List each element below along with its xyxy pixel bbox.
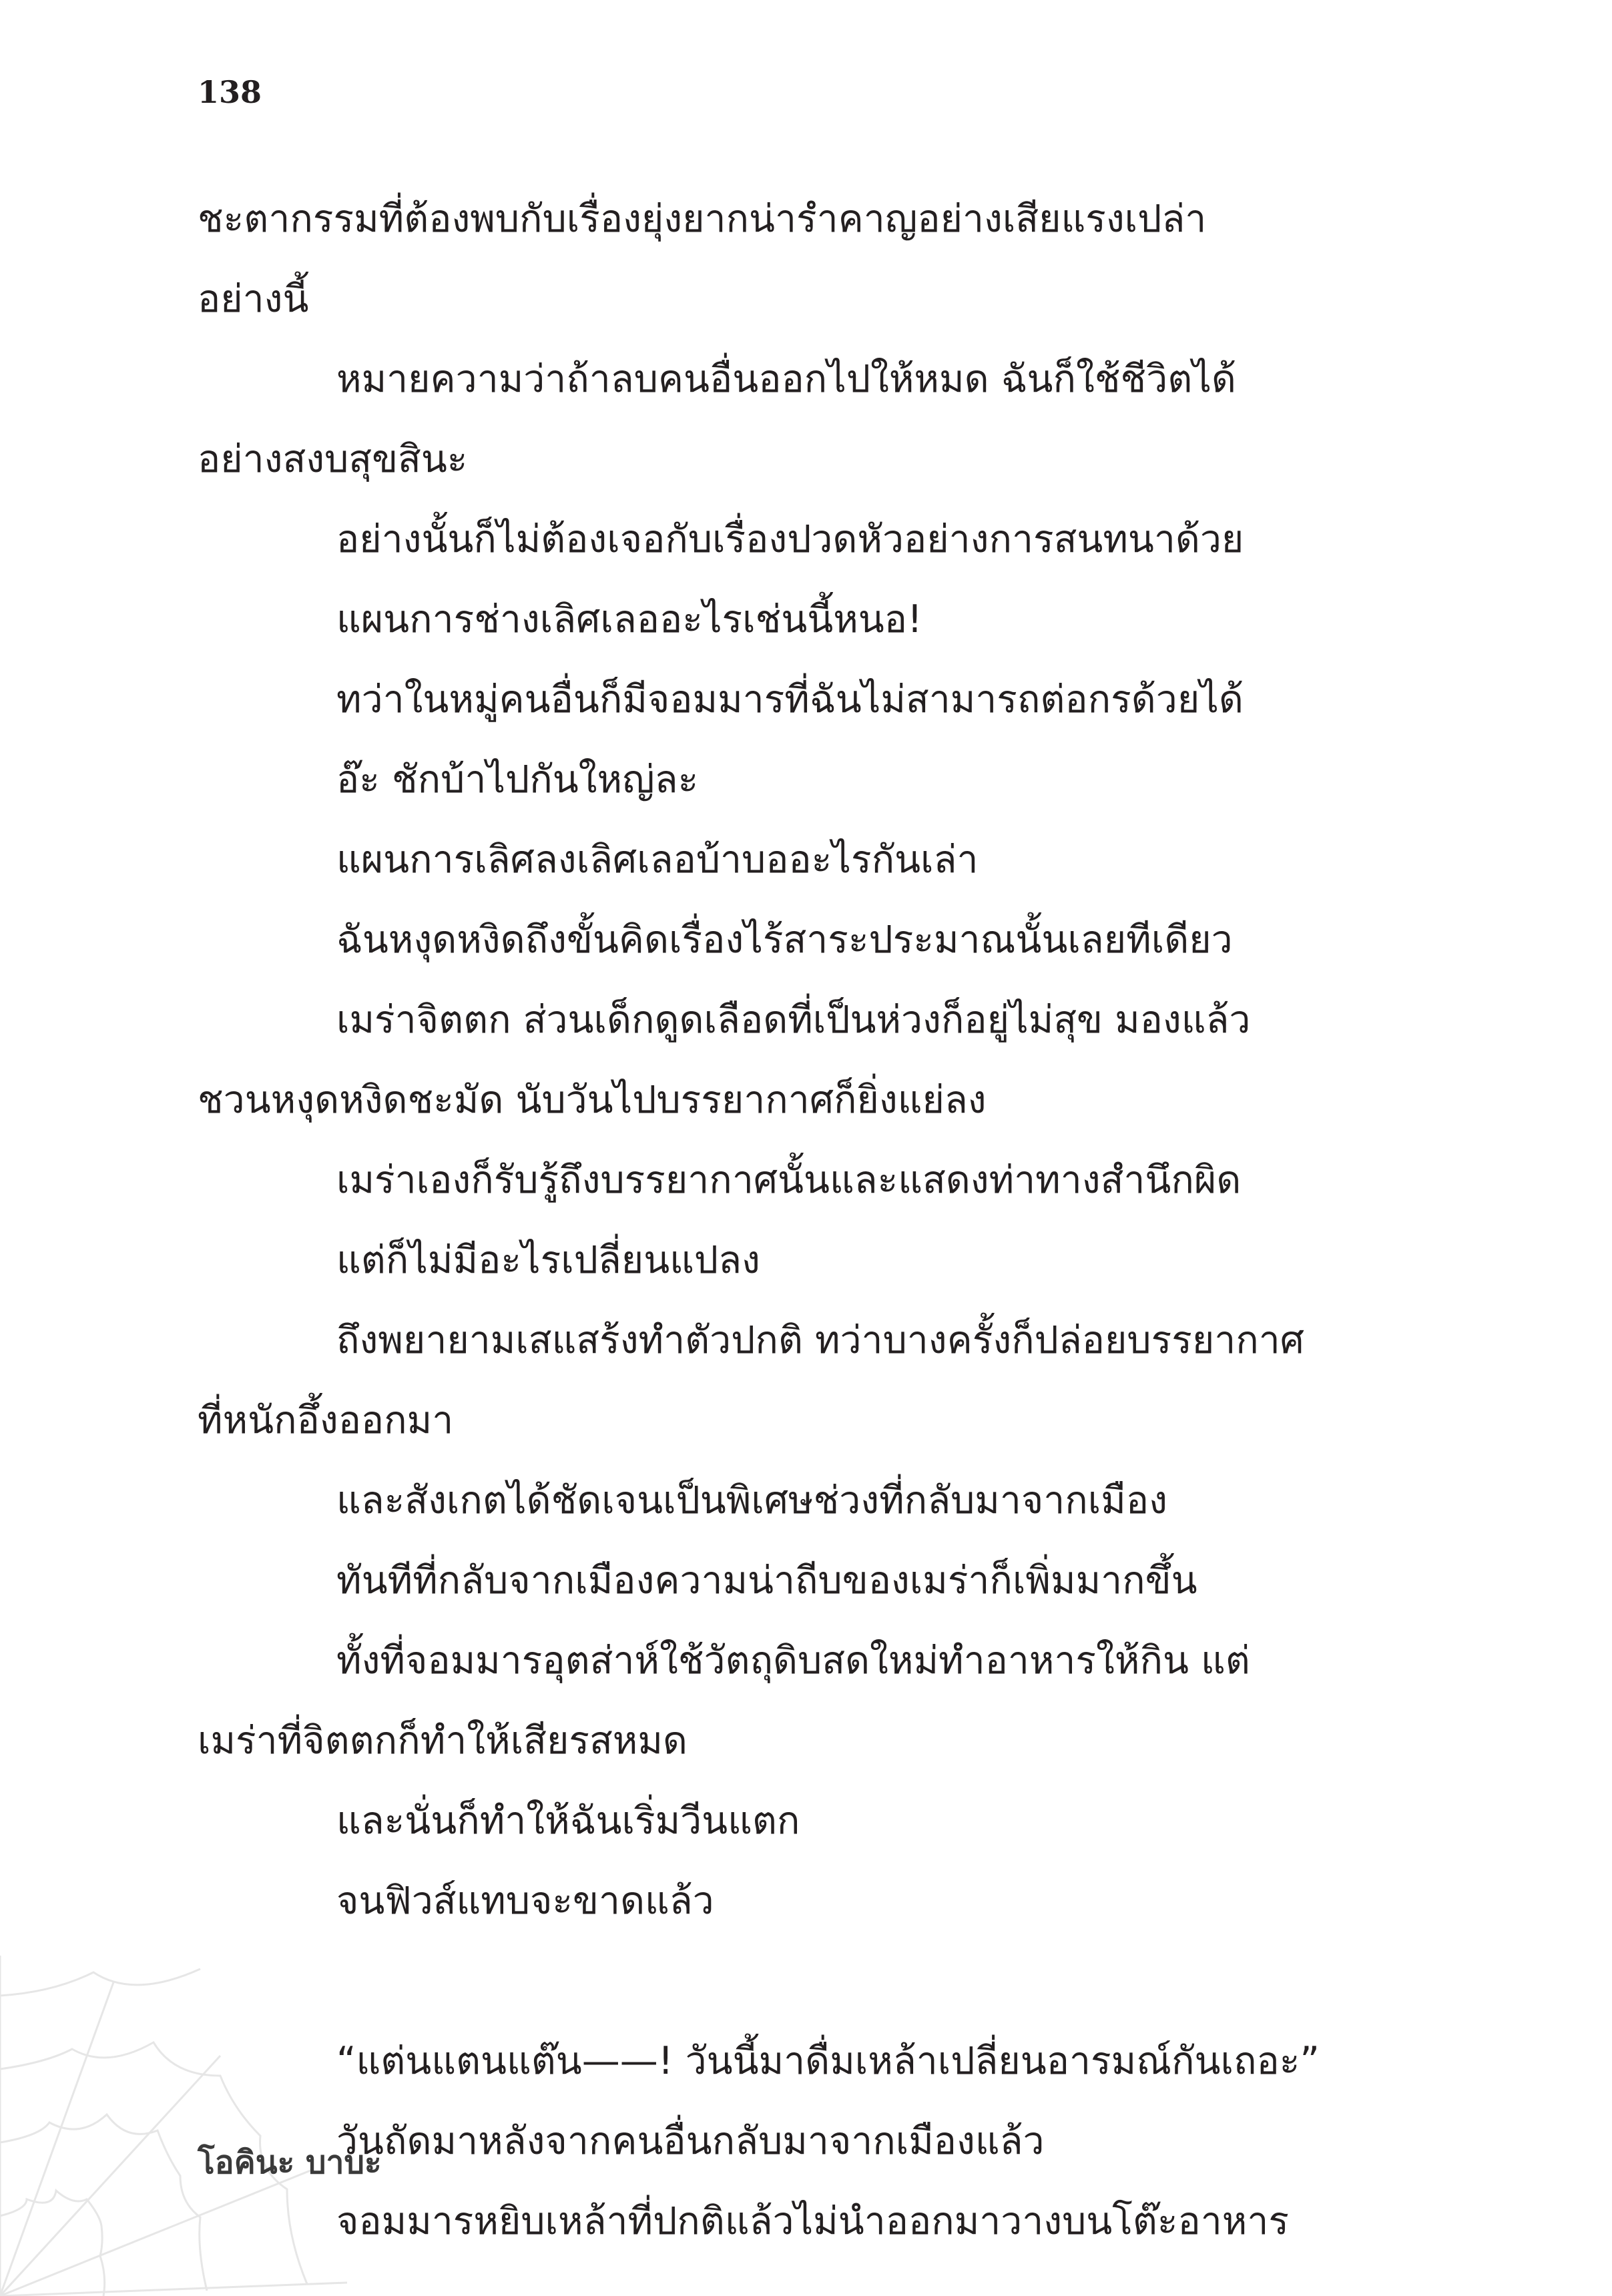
text-line: และสังเกตได้ชัดเจนเป็นพิเศษช่วงที่กลับมาจากเมือง [336, 1478, 1167, 1522]
text-line [198, 1941, 1412, 2021]
text-line: ชะตากรรมที่ต้องพบกับเรื่องยุ่งยากน่ารำคาญอย่างเสียแรงเปล่า [198, 197, 1207, 241]
text-line: ถึงพยายามเสแสร้งทำตัวปกติ ทว่าบางครั้งก็ปล่อยบรรยากาศ [336, 1318, 1304, 1362]
text-line: จนฟิวส์แทบจะขาดแล้ว [336, 1879, 714, 1923]
text-line: ที่หนักอึ้งออกมา [198, 1398, 454, 1442]
text-line: แผนการช่างเลิศเลออะไรเช่นนี้หนอ! [336, 597, 922, 641]
cobweb-decoration [0, 1956, 347, 2296]
text-line: แต่ก็ไม่มีอะไรเปลี่ยนแปลง [336, 1238, 760, 1282]
text-line: ทั้งที่จอมมารอุตส่าห์ใช้วัตถุดิบสดใหม่ทำอาหารให้กิน แต่ [336, 1639, 1250, 1683]
text-line: อย่างนั้นก็ไม่ต้องเจอกับเรื่องปวดหัวอย่างการสนทนาด้วย [336, 517, 1244, 561]
text-line: ทว่าในหมู่คนอื่นก็มีจอมมารที่ฉันไม่สามารถต่อกรด้วยได้ [336, 677, 1244, 722]
text-line: เมร่าเองก็รับรู้ถึงบรรยากาศนั้นและแสดงท่าทางสำนึกผิด [336, 1158, 1242, 1202]
author-name: โอคินะ บาบะ [198, 2144, 382, 2181]
text-line: “แต่นแตนแต๊น——! วันนี้มาดื่มเหล้าเปลี่ยนอารมณ์กันเถอะ” [336, 2039, 1320, 2083]
text-line: อย่างนี้ [198, 277, 309, 321]
text-line: เมร่าที่จิตตกก็ทำให้เสียรสหมด [198, 1719, 688, 1763]
text-line: เมร่าจิตตก ส่วนเด็กดูดเลือดที่เป็นห่วงก็อยู่ไม่สุข มองแล้ว [336, 998, 1251, 1042]
text-line: ฉันหงุดหงิดถึงขั้นคิดเรื่องไร้สาระประมาณนั้นเลยทีเดียว [336, 918, 1233, 962]
text-line: อย่างสงบสุขสินะ [198, 437, 468, 481]
text-line: และนั่นก็ทำให้ฉันเริ่มวีนแตก [336, 1799, 800, 1843]
body-text [198, 179, 1412, 2261]
text-line: ทันทีที่กลับจากเมืองความน่าถีบของเมร่าก็เพิ่มมากขึ้น [336, 1558, 1197, 1603]
text-line: วันถัดมาหลังจากคนอื่นกลับมาจากเมืองแล้ว [336, 2119, 1045, 2163]
text-line: หมายความว่าถ้าลบคนอื่นออกไปให้หมด ฉันก็ใช้ชีวิตได้ [336, 357, 1236, 401]
text-line: ชวนหงุดหงิดชะมัด นับวันไปบรรยากาศก็ยิ่งแย่ลง [198, 1078, 987, 1122]
text-line: จอมมารหยิบเหล้าที่ปกติแล้วไม่นำออกมาวางบนโต๊ะอาหาร [336, 2199, 1289, 2243]
text-line: อ๊ะ ชักบ้าไปกันใหญ่ละ [336, 758, 699, 802]
text-line: แผนการเลิศลงเลิศเลอบ้าบออะไรกันเล่า [336, 838, 979, 882]
page-number: 138 [198, 74, 262, 110]
